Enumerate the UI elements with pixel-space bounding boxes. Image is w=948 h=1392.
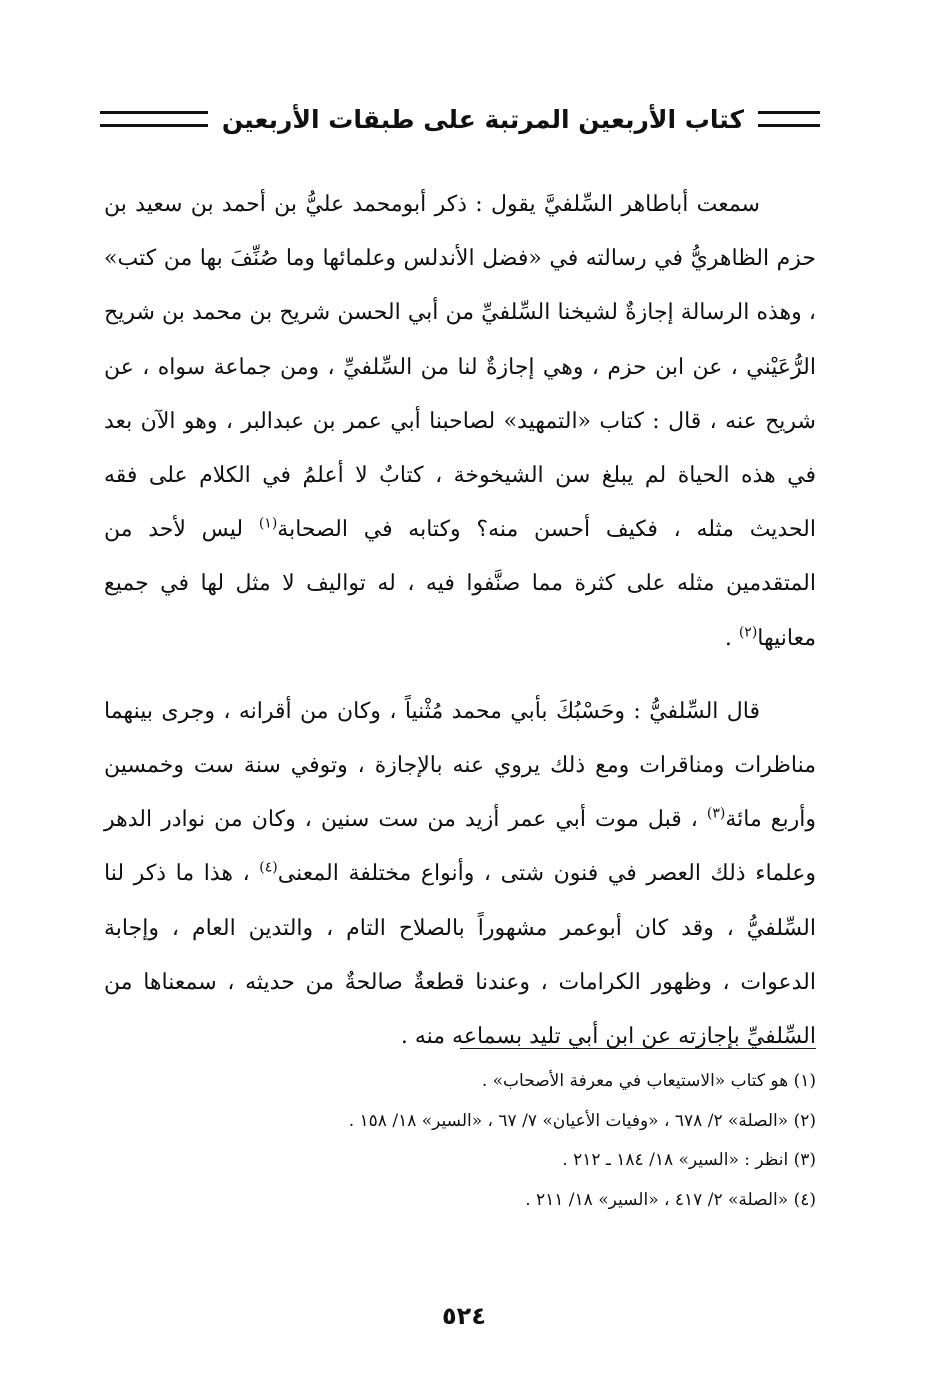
page-number-value: ٥٢٤ xyxy=(442,1302,486,1330)
footnote-ref-4: (٤) xyxy=(259,860,278,877)
footnote-ref-2: (٢) xyxy=(738,624,758,641)
paragraph-2 xyxy=(104,685,816,1064)
footnote-1: (١) هو كتاب «الاستيعاب في معرفة الأصحاب» . xyxy=(481,1071,816,1091)
text-segment: سمعت أباطاهر السِّلفيَّ يقول : ذكر أبومحمد عليُّ بن أحمد بن سعيد بن حزم الظاهريُّ في رسالته في «فضل الأندلس وعلمائها وما صُنِّفَ بها من كتب» ، وهذه الرسالة إجازةٌ لشيخنا السِّلفيِّ من أبي الحسن شريح بن محمد بن شريح الرُّعَيْني ، عن ابن حزم ، وهي إجازةٌ لنا من السِّلفيِّ ، ومن جماعة سواه ، عن شريح عنه ، قال : كتاب «التمهيد» لصاحبنا أبي عمر بن عبدالبر ، وهو الآن بعد في هذه الحياة لم يبلغ سن الشيخوخة ، كتابٌ لا أعلمُ في الكلام على فقه الحديث مثله ، فكيف أحسن منه؟ وكتابه في الصحابة xyxy=(104,192,816,543)
footnote-2: (٢) «الصلة» ٢/ ٦٧٨ ، «وفيات الأعيان» ٧/ ٦٧ ، «السير» ١٨/ ١٥٨ . xyxy=(348,1110,816,1131)
header-rule-left xyxy=(100,111,208,127)
page-number xyxy=(0,1302,948,1330)
text-segment: ، هذا ما ذكر لنا السِّلفيُّ ، وقد كان أبوعمر مشهوراً بالصلاح التام ، والتدين العام ، وإجابة الدعوات ، وظهور الكرامات ، وعندنا قطعةٌ صالحةٌ من حديثه ، سمعناها من السِّلفيِّ بإجازته عن ابن أبي تليد بسماعه منه . xyxy=(104,861,816,1050)
footnote-3: (٣) انظر : «السير» ١٨/ ١٨٤ ـ ٢١٢ . xyxy=(562,1150,816,1170)
header-rule-right xyxy=(758,111,820,127)
text-segment: ، قبل موت أبي عمر أزيد من ست سنين ، وكان من نوادر الدهر وعلماء ذلك العصر في فنون شتى ، وأنواع مختلفة المعنى xyxy=(104,807,816,887)
footnotes xyxy=(104,1062,816,1220)
running-header xyxy=(100,96,820,142)
text-segment: . xyxy=(724,625,739,651)
paragraph-1 xyxy=(104,178,816,666)
footnote-ref-3: (٣) xyxy=(706,805,726,822)
text-segment: ليس لأحد من المتقدمين مثله على كثرة مما صنَّفوا فيه ، له تواليف لا مثل لها في جميع معانيها xyxy=(104,517,816,651)
footnote-4: (٤) «الصلة» ٢/ ٤١٧ ، «السير» ١٨/ ٢١١ . xyxy=(525,1189,816,1210)
footnote-separator xyxy=(460,1048,816,1049)
header-title: كتاب الأربعين المرتبة على طبقات الأربعين xyxy=(221,104,744,134)
text-segment: قال السِّلفيُّ : وحَسْبُكَ بأبي محمد مُثْنياً ، وكان من أقرانه ، وجرى بينهما مناظرات ومناقرات ومع ذلك يروي عنه بالإجازة ، وتوفي سنة ست وخمسين وأربع مائة xyxy=(104,698,817,833)
main-text xyxy=(104,178,816,1064)
footnote-ref-1: (١) xyxy=(258,515,278,532)
